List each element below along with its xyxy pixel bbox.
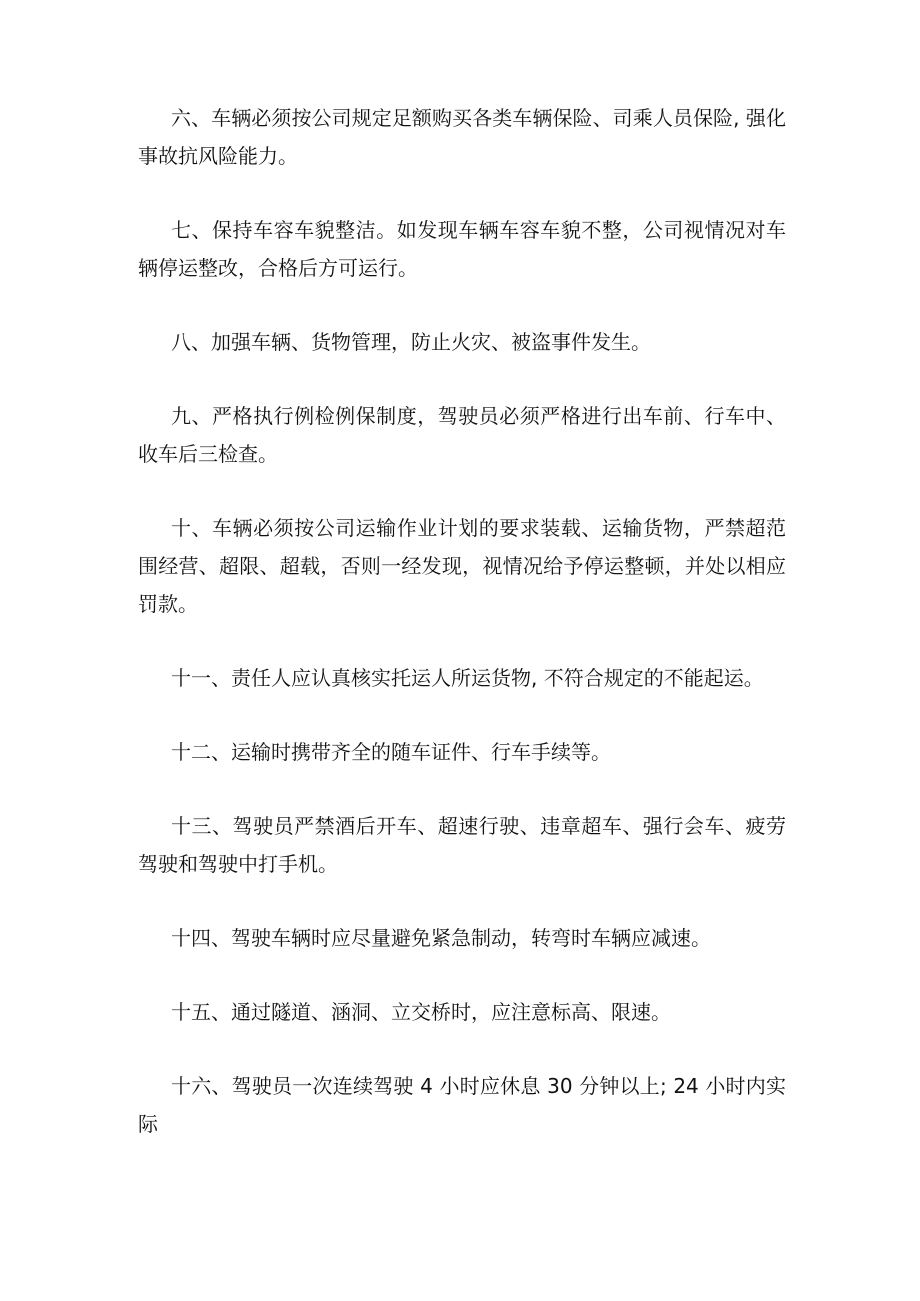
paragraph-13: 十三、驾驶员严禁酒后开车、超速行驶、违章超车、强行会车、疲劳驾驶和驾驶中打手机。 [138, 814, 786, 876]
paragraph-7: 七、保持车容车貌整洁。如发现车辆车容车貌不整，公司视情况对车辆停运整改，合格后方可运行。 [138, 218, 786, 280]
document-body [138, 99, 786, 1179]
paragraph-11: 十一、责任人应认真核实托运人所运货物, 不符合规定的不能起运。 [171, 666, 764, 690]
paragraph-14: 十四、驾驶车辆时应尽量避免紧急制动，转弯时车辆应减速。 [171, 926, 711, 950]
paragraph-8: 八、加强车辆、货物管理，防止火灾、被盗事件发生。 [171, 330, 651, 354]
paragraph-15: 十五、通过隧道、涵洞、立交桥时，应注意标高、限速。 [171, 1000, 671, 1024]
paragraph-9: 九、严格执行例检例保制度，驾驶员必须严格进行出车前、行车中、收车后三检查。 [138, 404, 786, 466]
paragraph-16: 十六、驾驶员一次连续驾驶 4 小时应休息 30 分钟以上; 24 小时内实际 [138, 1074, 786, 1136]
paragraph-6: 六、车辆必须按公司规定足额购买各类车辆保险、司乘人员保险, 强化事故抗风险能力。 [138, 106, 786, 168]
paragraph-12: 十二、运输时携带齐全的随车证件、行车手续等。 [171, 740, 611, 764]
paragraph-10: 十、车辆必须按公司运输作业计划的要求装载、运输货物，严禁超范围经营、超限、超载，否则一经发现，视情况给予停运整顿，并处以相应罚款。 [138, 516, 786, 616]
